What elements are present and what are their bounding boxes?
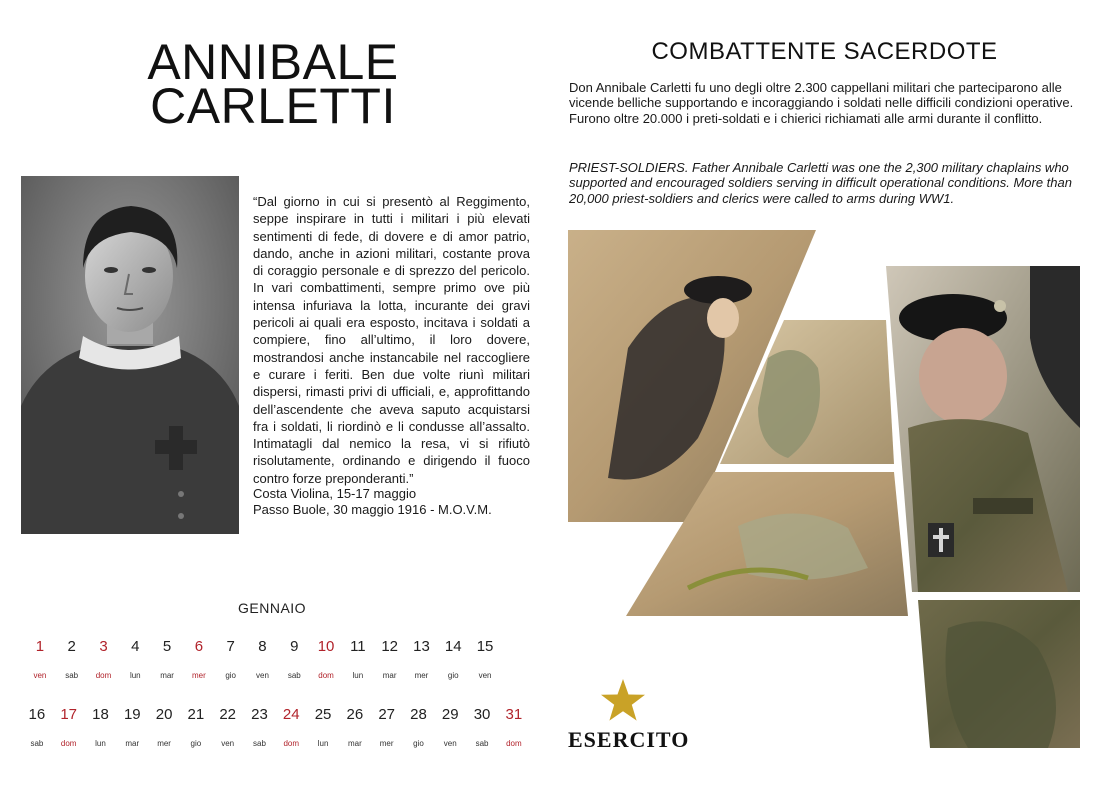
intro-english: PRIEST-SOLDIERS. Father Annibale Carletti was one the 2,300 military chaplains who supported and encouraged soldiers serving in difficult operational conditions. More than 20,000 priest-soldiers and clerics were called to arms during WW1. [569,160,1072,206]
calendar-day-number: 19 [123,706,141,723]
calendar-weekday: gio [225,671,237,680]
calendar-day-number: 18 [92,706,109,723]
calendar-day-number: 15 [476,638,494,655]
calendar-day-number: 16 [28,706,46,723]
calendar-weekday: sab [65,671,79,680]
calendar-weekday: lun [129,671,141,680]
calendar-weekday: sab [287,671,301,680]
title-first-name: ANNIBALE [147,34,399,90]
calendar-weekday: dom [506,739,522,748]
calendar-day-number: 4 [131,638,140,655]
calendar-weekday: mar [160,671,174,680]
calendar-weekday: mer [414,671,429,680]
calendar-day-number: 24 [282,706,300,723]
calendar-day-number: 6 [194,638,204,655]
caption-line-2: Passo Buole, 30 maggio 1916 - M.O.V.M. [253,502,492,517]
calendar-day-number: 7 [226,638,235,655]
calendar-day-number: 21 [187,706,205,723]
portrait-photo [21,176,239,534]
calendar-weekday: mer [157,739,171,748]
calendar-day-number: 8 [258,638,267,655]
calendar-row-2-numbers [21,706,530,723]
calendar-weekday: ven [478,671,492,680]
calendar-weekday: gio [413,739,424,748]
calendar-weekday: dom [283,739,300,748]
photo-collage [568,228,1082,750]
calendar-day-number: 9 [290,638,299,655]
calendar-day-number: 31 [505,706,523,723]
calendar-weekday: mer [379,739,394,748]
calendar-weekday: sab [253,739,266,748]
calendar-day-number: 11 [350,638,366,655]
calendar-weekday: gio [190,739,202,748]
calendar-weekday: dom [95,671,112,680]
calendar-weekday: ven [33,671,47,680]
calendar-weekday: sab [475,739,489,748]
calendar-day-number: 29 [441,706,459,723]
calendar-weekday: mar [125,739,140,748]
calendar-weekday: gio [447,671,459,680]
calendar-month: GENNAIO [238,600,307,616]
calendar-weekday: ven [256,671,269,680]
calendar-day-number: 10 [317,638,335,655]
calendar-weekday: dom [60,739,77,748]
caption-line-1: Costa Violina, 15-17 maggio [253,486,417,501]
calendar-day-number: 13 [413,638,430,655]
star-icon [600,678,646,722]
calendar-day-number: 1 [35,638,45,655]
calendar-weekday: ven [443,739,457,748]
citation-caption [253,486,543,518]
calendar-day-number: 14 [444,638,462,655]
calendar-day-number: 5 [162,638,172,655]
page-title [128,34,418,134]
calendar-row-1-numbers [24,638,501,655]
calendar-weekday: mer [191,671,206,680]
citation-quote: “Dal giorno in cui si presentò al Reggimento, seppe inspirare in tutti i militari i più elevati sentimenti di fede, di dovere e di amor patrio, dando, anche in azioni militari, costante prova di coraggio personale e di sprezzo del pericolo. In vari combattimenti, sempre primo ove più intensa infuriava la lotta, incurante dei gravi pericoli ai quali era esposto, incitava i soldati a compiere, fino all’ultimo, il loro dovere, mostrandosi anche instancabile nel raccogliere e curare i feriti. Ben due volte riunì militari dispersi, rimasti privi di ufficiali, e, approfittando dell’ascendente che aveva saputo acquistarsi fra i soldati, li riordinò e li condusse all’assalto. Intimatagli dal nemico la resa, vi si rifiutò risolutamente, ordinando e dirigendo il fuoco contro forze preponderanti.” [253,194,530,486]
calendar-day-number: 20 [155,706,173,723]
intro-italian: Don Annibale Carletti fu uno degli oltre 2.300 cappellani militari che parteciparono alle vicende belliche supportando e incoraggiando i soldati nelle difficili condizioni operative. Furono oltre 20.000 i preti-soldati e i chierici richiamati alle armi durante il conflitto. [569,80,1074,126]
calendar-weekday: ven [221,739,235,748]
brand-logo-text: ESERCITO [568,727,690,752]
calendar-weekday: mar [347,739,362,748]
calendar-day-number: 2 [67,638,76,655]
title-last-name: CARLETTI [150,78,396,134]
calendar-weekday: lun [352,671,364,680]
calendar-day-number: 3 [99,638,108,655]
calendar-row-2-weekdays [21,739,530,748]
calendar-day-number: 27 [378,706,395,723]
calendar-weekday: mar [382,671,397,680]
section-heading: COMBATTENTE SACERDOTE [651,38,998,65]
calendar-day-number: 17 [60,706,78,723]
calendar-day-number: 23 [251,706,268,723]
calendar-row-1-weekdays [24,671,501,680]
calendar-weekday: lun [317,739,329,748]
calendar-day-number: 12 [381,638,398,655]
calendar-weekday: lun [95,739,106,748]
calendar-day-number: 25 [314,706,332,723]
calendar-day-number: 28 [410,706,427,723]
calendar-day-number: 30 [473,706,491,723]
calendar-weekday: dom [318,671,334,680]
calendar-weekday: sab [30,739,44,748]
calendar-day-number: 22 [219,706,237,723]
portrait-illustration [21,176,239,534]
calendar-day-number: 26 [346,706,364,723]
